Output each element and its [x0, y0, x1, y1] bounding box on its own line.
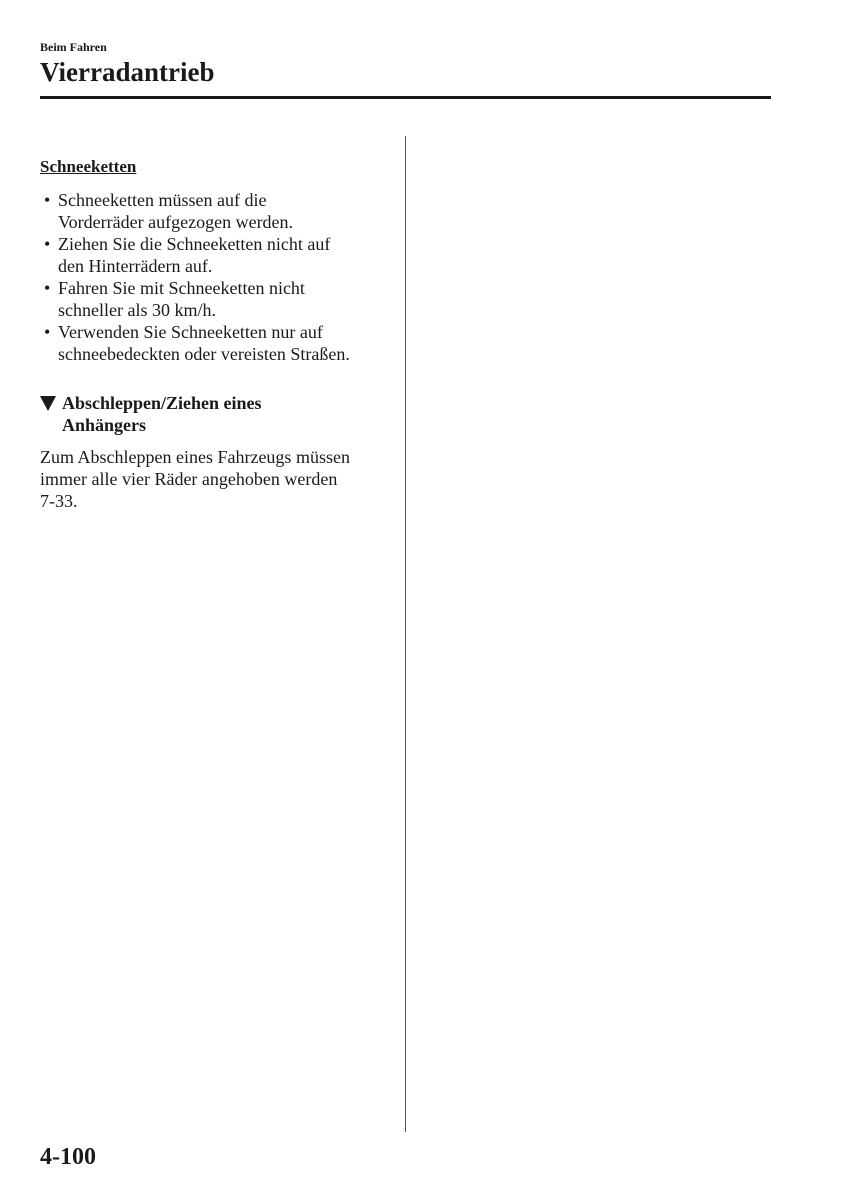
list-item-line: Fahren Sie mit Schneeketten nicht [58, 278, 305, 298]
subheading-schneeketten: Schneeketten [40, 157, 137, 176]
bullet-list [40, 189, 390, 365]
list-item-line: den Hinterrädern auf. [58, 256, 213, 276]
list-item [40, 233, 390, 277]
body-paragraph [40, 446, 390, 512]
page-reference-link[interactable]: 7-33. [40, 491, 78, 511]
section-heading-abschleppen [40, 392, 390, 436]
triangle-down-icon [40, 396, 56, 411]
list-item-line: Verwenden Sie Schneeketten nur auf [58, 322, 323, 342]
list-item-line: Vorderräder aufgezogen werden. [58, 212, 294, 232]
left-column [40, 156, 390, 512]
column-divider [405, 136, 406, 1132]
bullet-icon: • [44, 190, 51, 210]
section-label: Beim Fahren [40, 40, 107, 54]
list-item-line: Schneeketten müssen auf die [58, 190, 267, 210]
list-item-line: schneller als 30 km/h. [58, 300, 216, 320]
title-rule [40, 96, 771, 99]
section-heading-line: Abschleppen/Ziehen eines [62, 393, 262, 413]
page-number: 4-100 [40, 1144, 96, 1170]
paragraph-line: immer alle vier Räder angehoben werden [40, 469, 338, 489]
bullet-icon: • [44, 278, 51, 298]
page-title: Vierradantrieb [40, 57, 215, 87]
list-item-line: Ziehen Sie die Schneeketten nicht auf [58, 234, 331, 254]
section-heading-line: Anhängers [62, 415, 147, 435]
bullet-icon: • [44, 322, 51, 342]
list-item [40, 189, 390, 233]
bullet-icon: • [44, 234, 51, 254]
list-item [40, 277, 390, 321]
paragraph-line: Zum Abschleppen eines Fahrzeugs müssen [40, 447, 350, 467]
list-item [40, 321, 390, 365]
list-item-line: schneebedeckten oder vereisten Straßen. [58, 344, 350, 364]
